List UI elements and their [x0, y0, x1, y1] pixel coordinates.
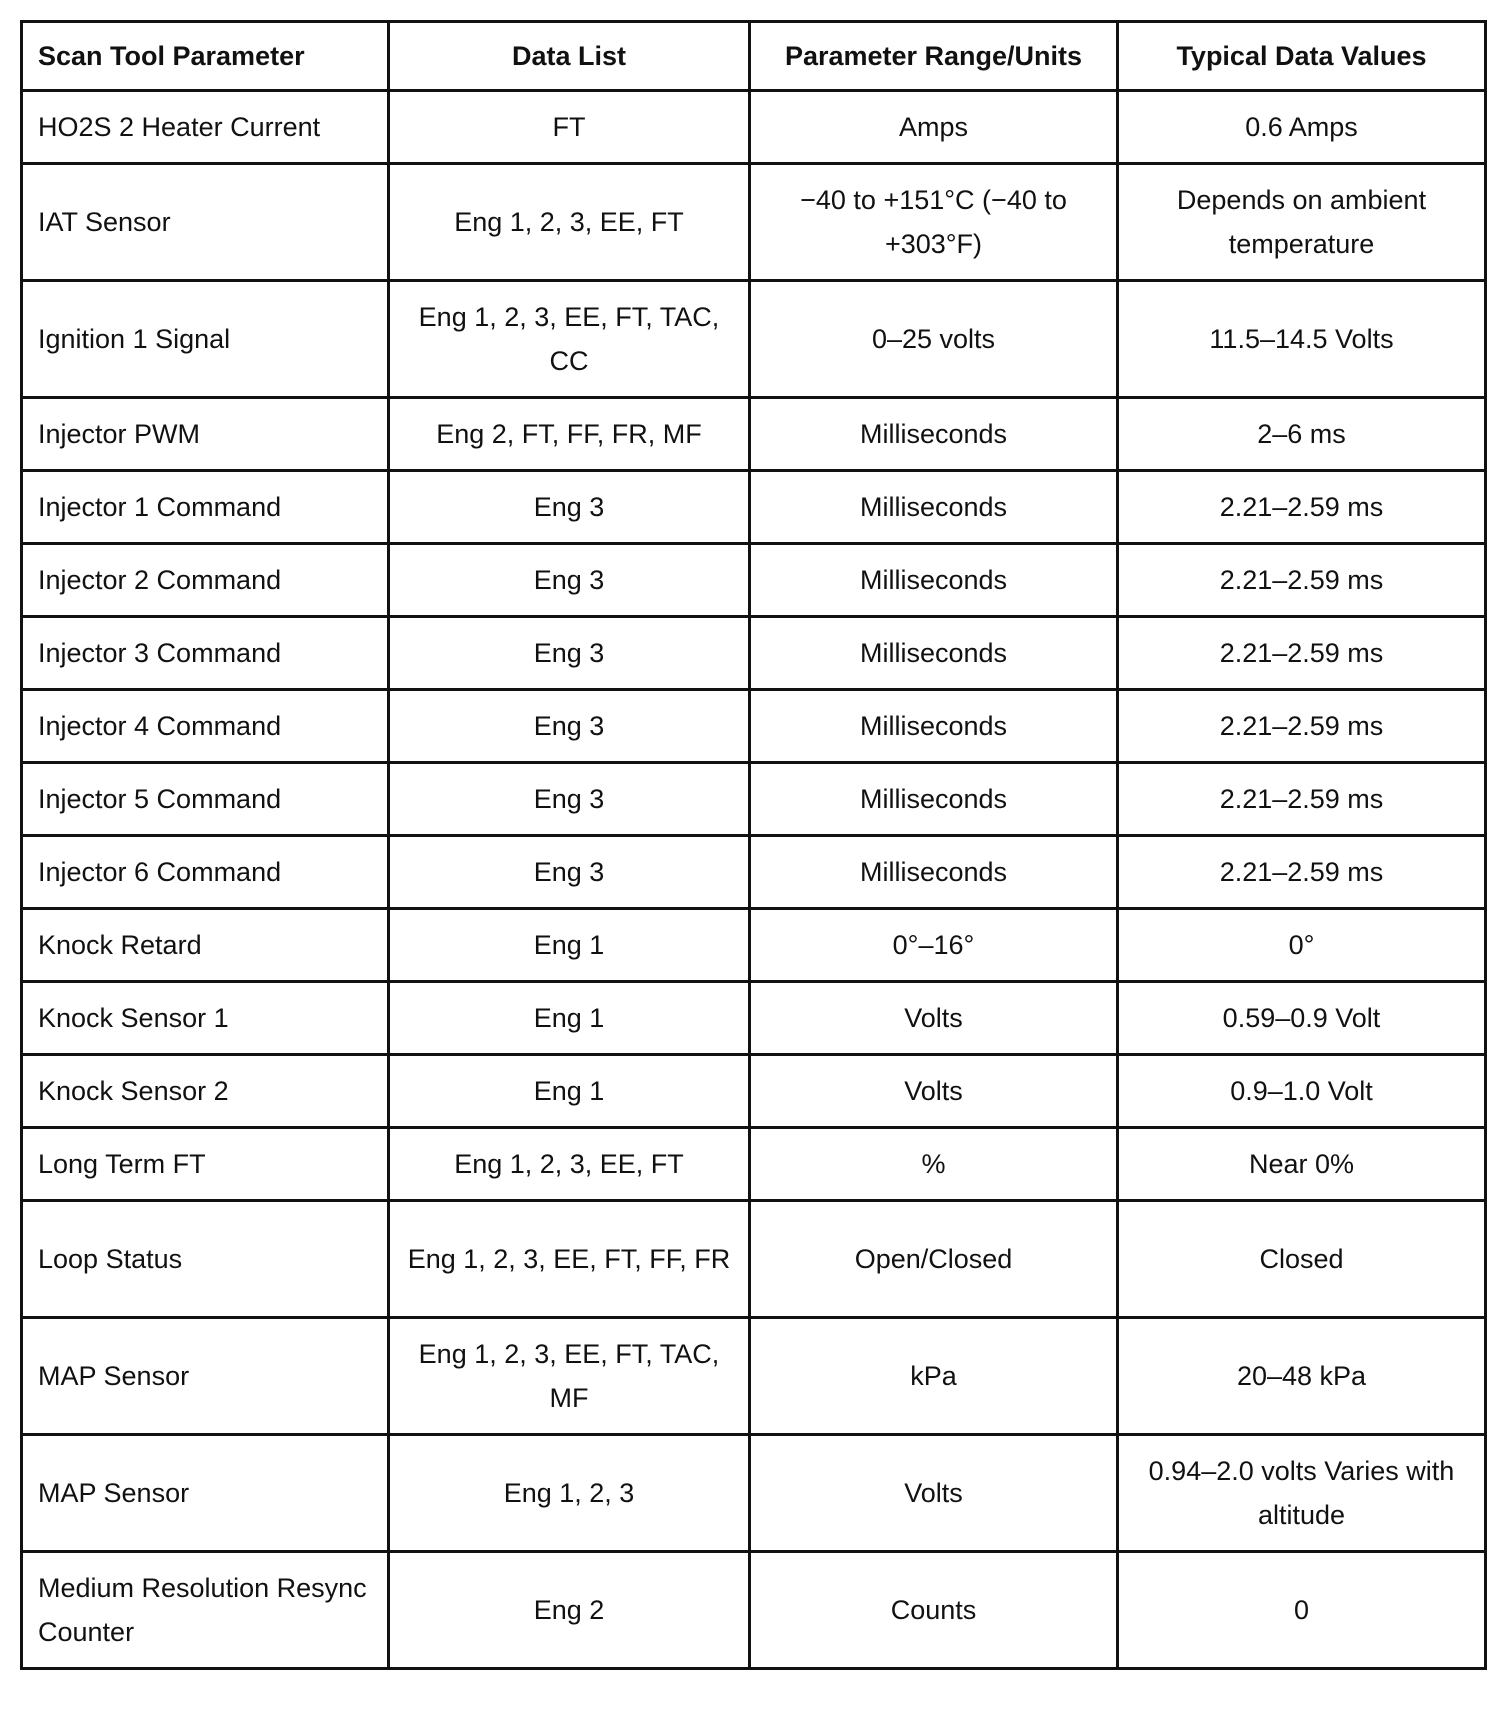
cell-range-units: Counts	[750, 1552, 1118, 1669]
cell-typical-values: 2.21–2.59 ms	[1118, 763, 1486, 836]
header-scan-tool-parameter: Scan Tool Parameter	[22, 22, 389, 91]
cell-parameter: IAT Sensor	[22, 164, 389, 281]
cell-typical-values: 2–6 ms	[1118, 398, 1486, 471]
table-row	[22, 471, 1486, 544]
cell-data-list: Eng 3	[389, 544, 750, 617]
cell-parameter: MAP Sensor	[22, 1318, 389, 1435]
header-parameter-range-units: Parameter Range/Units	[750, 22, 1118, 91]
table-row	[22, 617, 1486, 690]
cell-range-units: Milliseconds	[750, 690, 1118, 763]
cell-parameter: MAP Sensor	[22, 1435, 389, 1552]
cell-range-units: kPa	[750, 1318, 1118, 1435]
cell-parameter: Injector 5 Command	[22, 763, 389, 836]
cell-data-list: Eng 1	[389, 1055, 750, 1128]
header-typical-data-values: Typical Data Values	[1118, 22, 1486, 91]
cell-typical-values: 2.21–2.59 ms	[1118, 544, 1486, 617]
cell-data-list: Eng 1, 2, 3, EE, FT, TAC, CC	[389, 281, 750, 398]
cell-data-list: Eng 1, 2, 3, EE, FT	[389, 1128, 750, 1201]
cell-parameter: Injector PWM	[22, 398, 389, 471]
cell-typical-values: Near 0%	[1118, 1128, 1486, 1201]
cell-data-list: Eng 1, 2, 3, EE, FT, FF, FR	[389, 1201, 750, 1318]
cell-parameter: HO2S 2 Heater Current	[22, 91, 389, 164]
table-row	[22, 164, 1486, 281]
cell-parameter: Knock Sensor 2	[22, 1055, 389, 1128]
cell-typical-values: 11.5–14.5 Volts	[1118, 281, 1486, 398]
cell-data-list: Eng 3	[389, 690, 750, 763]
cell-parameter: Ignition 1 Signal	[22, 281, 389, 398]
cell-typical-values: 20–48 kPa	[1118, 1318, 1486, 1435]
cell-parameter: Medium Resolution Resync Counter	[22, 1552, 389, 1669]
cell-data-list: Eng 1, 2, 3, EE, FT, TAC, MF	[389, 1318, 750, 1435]
table-row	[22, 763, 1486, 836]
cell-typical-values: 2.21–2.59 ms	[1118, 471, 1486, 544]
table-header-row	[22, 22, 1486, 91]
cell-parameter: Injector 4 Command	[22, 690, 389, 763]
table-row	[22, 1055, 1486, 1128]
cell-range-units: Milliseconds	[750, 763, 1118, 836]
scan-tool-data-table-container	[20, 20, 1484, 1670]
cell-data-list: Eng 1, 2, 3	[389, 1435, 750, 1552]
cell-parameter: Injector 6 Command	[22, 836, 389, 909]
header-data-list: Data List	[389, 22, 750, 91]
cell-range-units: Milliseconds	[750, 544, 1118, 617]
table-row	[22, 690, 1486, 763]
cell-data-list: Eng 3	[389, 763, 750, 836]
cell-range-units: Volts	[750, 982, 1118, 1055]
cell-data-list: Eng 3	[389, 617, 750, 690]
cell-data-list: Eng 2	[389, 1552, 750, 1669]
cell-typical-values: 2.21–2.59 ms	[1118, 617, 1486, 690]
cell-typical-values: 0°	[1118, 909, 1486, 982]
cell-parameter: Injector 3 Command	[22, 617, 389, 690]
cell-parameter: Injector 1 Command	[22, 471, 389, 544]
cell-typical-values: Depends on ambient temperature	[1118, 164, 1486, 281]
cell-parameter: Knock Retard	[22, 909, 389, 982]
cell-range-units: Milliseconds	[750, 836, 1118, 909]
table-row	[22, 1318, 1486, 1435]
cell-typical-values: 0.9–1.0 Volt	[1118, 1055, 1486, 1128]
table-row	[22, 1552, 1486, 1669]
table-row	[22, 982, 1486, 1055]
cell-range-units: Milliseconds	[750, 398, 1118, 471]
cell-range-units: Amps	[750, 91, 1118, 164]
cell-parameter: Long Term FT	[22, 1128, 389, 1201]
cell-range-units: Milliseconds	[750, 471, 1118, 544]
cell-data-list: Eng 3	[389, 471, 750, 544]
cell-data-list: Eng 1	[389, 909, 750, 982]
table-row	[22, 1435, 1486, 1552]
table-row	[22, 398, 1486, 471]
cell-typical-values: 0	[1118, 1552, 1486, 1669]
table-row	[22, 1201, 1486, 1318]
cell-parameter: Knock Sensor 1	[22, 982, 389, 1055]
cell-range-units: Milliseconds	[750, 617, 1118, 690]
cell-parameter: Loop Status	[22, 1201, 389, 1318]
table-row	[22, 281, 1486, 398]
table-row	[22, 836, 1486, 909]
table-row	[22, 909, 1486, 982]
cell-typical-values: 0.94–2.0 volts Varies with altitude	[1118, 1435, 1486, 1552]
cell-typical-values: Closed	[1118, 1201, 1486, 1318]
cell-range-units: 0°–16°	[750, 909, 1118, 982]
cell-typical-values: 2.21–2.59 ms	[1118, 690, 1486, 763]
cell-typical-values: 2.21–2.59 ms	[1118, 836, 1486, 909]
table-row	[22, 1128, 1486, 1201]
cell-range-units: %	[750, 1128, 1118, 1201]
cell-typical-values: 0.59–0.9 Volt	[1118, 982, 1486, 1055]
cell-typical-values: 0.6 Amps	[1118, 91, 1486, 164]
cell-range-units: Volts	[750, 1055, 1118, 1128]
cell-data-list: Eng 1	[389, 982, 750, 1055]
cell-range-units: Open/Closed	[750, 1201, 1118, 1318]
cell-data-list: Eng 2, FT, FF, FR, MF	[389, 398, 750, 471]
cell-data-list: FT	[389, 91, 750, 164]
cell-range-units: 0–25 volts	[750, 281, 1118, 398]
cell-data-list: Eng 1, 2, 3, EE, FT	[389, 164, 750, 281]
cell-parameter: Injector 2 Command	[22, 544, 389, 617]
table-row	[22, 91, 1486, 164]
cell-range-units: Volts	[750, 1435, 1118, 1552]
scan-tool-data-table	[20, 20, 1487, 1670]
cell-range-units: −40 to +151°C (−40 to +303°F)	[750, 164, 1118, 281]
cell-data-list: Eng 3	[389, 836, 750, 909]
table-row	[22, 544, 1486, 617]
